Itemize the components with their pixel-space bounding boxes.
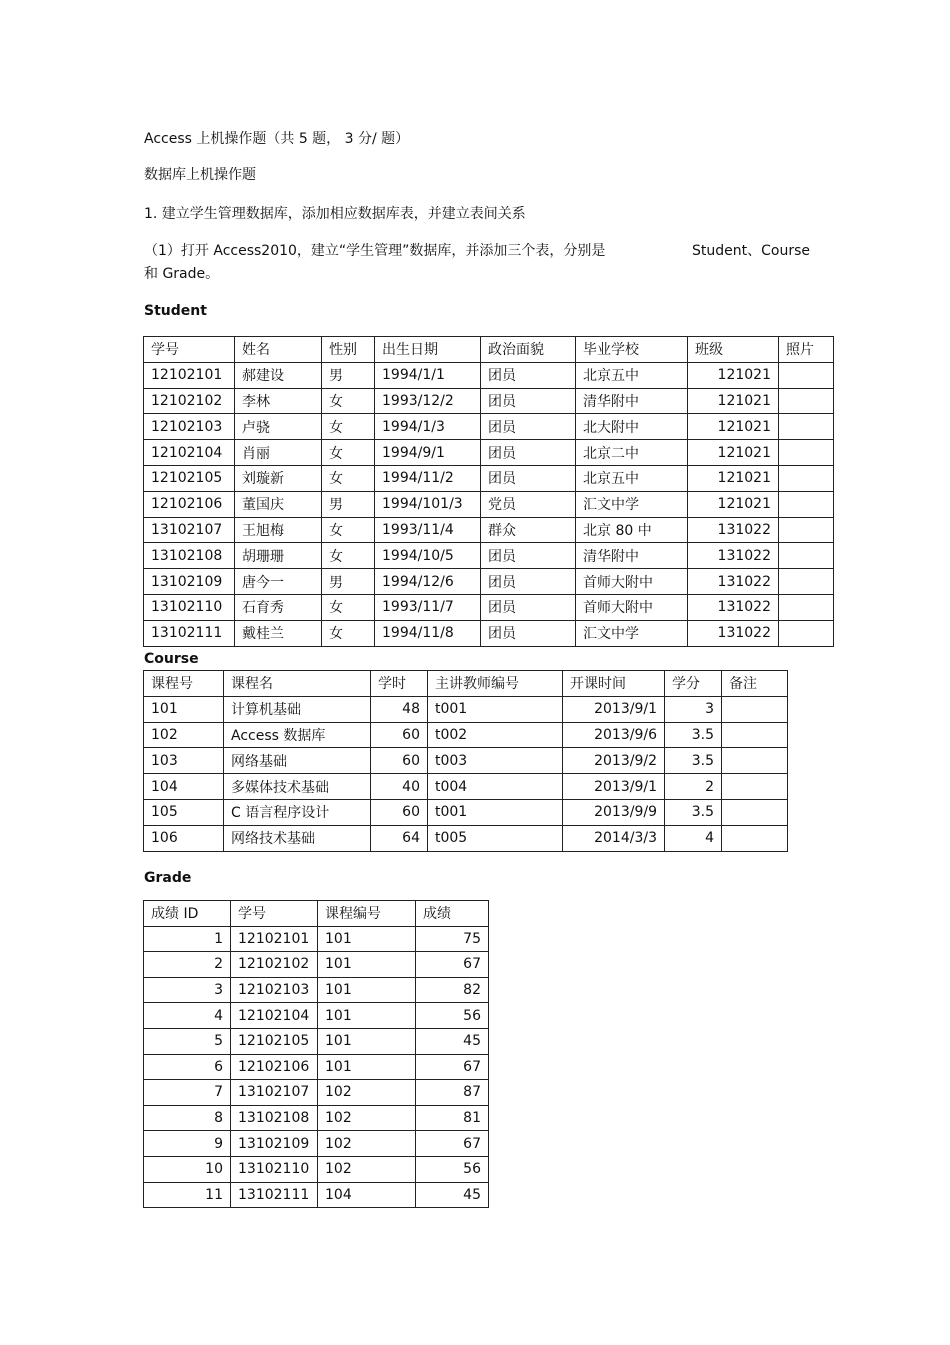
student-cell: 首师大附中 <box>576 594 688 620</box>
course-cell: 3.5 <box>665 722 722 748</box>
student-cell: 女 <box>322 620 375 646</box>
student-cell: 清华附中 <box>576 388 688 414</box>
grade-cell: 45 <box>416 1028 489 1054</box>
grade-cell: 10 <box>144 1156 231 1182</box>
student-cell: 131022 <box>688 594 779 620</box>
course-cell: 2014/3/3 <box>563 825 665 851</box>
grade-cell: 67 <box>416 1131 489 1157</box>
student-cell: 汇文中学 <box>576 620 688 646</box>
student-cell: 1994/9/1 <box>375 440 481 466</box>
grade-cell: 13102111 <box>231 1182 318 1208</box>
table-row <box>144 1054 489 1080</box>
grade-cell: 82 <box>416 977 489 1003</box>
grade-cell: 1 <box>144 926 231 952</box>
student-cell: 121021 <box>688 362 779 388</box>
table-row <box>144 1182 489 1208</box>
student-header-cell: 学号 <box>144 337 235 363</box>
course-cell: 60 <box>371 722 428 748</box>
grade-header-row <box>144 901 489 927</box>
document-subtitle: 数据库上机操作题 <box>144 167 256 183</box>
grade-cell: 81 <box>416 1105 489 1131</box>
table-row <box>144 1028 489 1054</box>
grade-cell: 13102108 <box>231 1105 318 1131</box>
student-cell: 13102107 <box>144 517 235 543</box>
grade-cell: 9 <box>144 1131 231 1157</box>
student-cell <box>779 362 834 388</box>
grade-cell: 13102110 <box>231 1156 318 1182</box>
course-cell: t001 <box>428 696 563 722</box>
grade-cell: 56 <box>416 1156 489 1182</box>
course-cell: 60 <box>371 748 428 774</box>
course-cell: 3.5 <box>665 748 722 774</box>
grade-cell: 12102104 <box>231 1003 318 1029</box>
table-row <box>144 569 834 595</box>
grade-cell: 4 <box>144 1003 231 1029</box>
grade-cell: 75 <box>416 926 489 952</box>
course-cell: 2013/9/2 <box>563 748 665 774</box>
student-cell: 男 <box>322 491 375 517</box>
student-cell <box>779 440 834 466</box>
student-cell: 北京二中 <box>576 440 688 466</box>
grade-table <box>143 900 489 1208</box>
course-cell: 2013/9/1 <box>563 774 665 800</box>
student-cell: 男 <box>322 362 375 388</box>
student-cell <box>779 620 834 646</box>
course-cell: 3.5 <box>665 799 722 825</box>
student-cell: 1993/11/4 <box>375 517 481 543</box>
course-cell <box>722 799 788 825</box>
grade-cell: 67 <box>416 1054 489 1080</box>
student-cell: 团员 <box>481 569 576 595</box>
student-cell: 团员 <box>481 543 576 569</box>
table-row <box>144 825 788 851</box>
course-cell: Access 数据库 <box>224 722 371 748</box>
student-cell: 团员 <box>481 388 576 414</box>
student-cell: 清华附中 <box>576 543 688 569</box>
course-cell: 2013/9/9 <box>563 799 665 825</box>
course-cell: t005 <box>428 825 563 851</box>
student-cell: 13102111 <box>144 620 235 646</box>
question-1: 1. 建立学生管理数据库，添加相应数据库表，并建立表间关系 <box>144 206 526 222</box>
student-cell: 1994/101/3 <box>375 491 481 517</box>
student-cell: 121021 <box>688 440 779 466</box>
student-cell <box>779 517 834 543</box>
grade-cell: 56 <box>416 1003 489 1029</box>
grade-table-body <box>144 901 489 1208</box>
student-cell: 12102101 <box>144 362 235 388</box>
student-cell <box>779 465 834 491</box>
grade-cell: 101 <box>318 977 416 1003</box>
grade-cell: 8 <box>144 1105 231 1131</box>
table-row <box>144 362 834 388</box>
student-cell: 团员 <box>481 465 576 491</box>
grade-cell: 12102105 <box>231 1028 318 1054</box>
course-table <box>143 670 788 852</box>
table-row <box>144 722 788 748</box>
student-cell: 131022 <box>688 569 779 595</box>
grade-cell: 12102101 <box>231 926 318 952</box>
table-row <box>144 594 834 620</box>
table-row <box>144 517 834 543</box>
student-cell: 女 <box>322 594 375 620</box>
table-row <box>144 799 788 825</box>
course-cell: 多媒体技术基础 <box>224 774 371 800</box>
course-header-cell: 课程名 <box>224 671 371 697</box>
grade-cell: 104 <box>318 1182 416 1208</box>
grade-cell: 67 <box>416 952 489 978</box>
student-cell: 刘璇新 <box>235 465 322 491</box>
table-row <box>144 1003 489 1029</box>
grade-cell: 87 <box>416 1080 489 1106</box>
grade-cell: 5 <box>144 1028 231 1054</box>
grade-cell: 13102109 <box>231 1131 318 1157</box>
table-row <box>144 774 788 800</box>
course-header-row <box>144 671 788 697</box>
grade-cell: 6 <box>144 1054 231 1080</box>
student-cell: 群众 <box>481 517 576 543</box>
course-cell: 2013/9/1 <box>563 696 665 722</box>
student-cell: 王旭梅 <box>235 517 322 543</box>
student-cell: 1993/12/2 <box>375 388 481 414</box>
student-cell: 北京五中 <box>576 362 688 388</box>
grade-cell: 45 <box>416 1182 489 1208</box>
student-table-body <box>144 337 834 647</box>
student-cell: 董国庆 <box>235 491 322 517</box>
course-cell: 4 <box>665 825 722 851</box>
question-1-sub-line-2: 和 Grade。 <box>144 266 220 282</box>
course-cell: 102 <box>144 722 224 748</box>
table-row <box>144 952 489 978</box>
student-cell: 12102103 <box>144 414 235 440</box>
course-header-cell: 开课时间 <box>563 671 665 697</box>
table-row <box>144 414 834 440</box>
student-cell: 1994/1/3 <box>375 414 481 440</box>
student-cell: 团员 <box>481 594 576 620</box>
student-cell: 1993/11/7 <box>375 594 481 620</box>
grade-cell: 11 <box>144 1182 231 1208</box>
student-cell: 13102110 <box>144 594 235 620</box>
course-cell <box>722 696 788 722</box>
student-header-cell: 班级 <box>688 337 779 363</box>
student-cell: 女 <box>322 517 375 543</box>
grade-cell: 12102106 <box>231 1054 318 1080</box>
student-cell <box>779 414 834 440</box>
grade-header-cell: 课程编号 <box>318 901 416 927</box>
table-row <box>144 1105 489 1131</box>
grade-cell: 13102107 <box>231 1080 318 1106</box>
course-cell: 网络基础 <box>224 748 371 774</box>
student-cell: 团员 <box>481 440 576 466</box>
student-cell: 李林 <box>235 388 322 414</box>
course-cell <box>722 748 788 774</box>
table-row <box>144 491 834 517</box>
student-cell: 12102105 <box>144 465 235 491</box>
table-row <box>144 388 834 414</box>
student-cell: 北京 80 中 <box>576 517 688 543</box>
grade-cell: 102 <box>318 1080 416 1106</box>
student-cell: 女 <box>322 440 375 466</box>
grade-cell: 102 <box>318 1105 416 1131</box>
student-cell: 郝建设 <box>235 362 322 388</box>
table-row <box>144 620 834 646</box>
course-cell: 3 <box>665 696 722 722</box>
student-cell: 1994/10/5 <box>375 543 481 569</box>
course-header-cell: 主讲教师编号 <box>428 671 563 697</box>
student-cell: 唐今一 <box>235 569 322 595</box>
course-cell: 101 <box>144 696 224 722</box>
student-cell: 男 <box>322 569 375 595</box>
grade-cell: 2 <box>144 952 231 978</box>
student-header-row <box>144 337 834 363</box>
table-row <box>144 1156 489 1182</box>
table-row <box>144 465 834 491</box>
course-cell: 60 <box>371 799 428 825</box>
student-cell: 女 <box>322 465 375 491</box>
student-heading: Student <box>144 303 207 319</box>
grade-header-cell: 成绩 ID <box>144 901 231 927</box>
table-row <box>144 440 834 466</box>
course-heading: Course <box>144 651 199 667</box>
student-cell: 12102106 <box>144 491 235 517</box>
student-cell: 北大附中 <box>576 414 688 440</box>
grade-cell: 101 <box>318 1003 416 1029</box>
student-cell: 121021 <box>688 388 779 414</box>
grade-cell: 101 <box>318 952 416 978</box>
course-cell <box>722 825 788 851</box>
table-row <box>144 748 788 774</box>
student-header-cell: 姓名 <box>235 337 322 363</box>
course-table-body <box>144 671 788 852</box>
student-cell: 1994/12/6 <box>375 569 481 595</box>
student-cell <box>779 491 834 517</box>
student-cell: 13102108 <box>144 543 235 569</box>
course-header-cell: 课程号 <box>144 671 224 697</box>
course-cell: 106 <box>144 825 224 851</box>
student-header-cell: 照片 <box>779 337 834 363</box>
course-cell: t001 <box>428 799 563 825</box>
student-cell: 女 <box>322 388 375 414</box>
student-header-cell: 出生日期 <box>375 337 481 363</box>
course-cell: 计算机基础 <box>224 696 371 722</box>
course-header-cell: 学分 <box>665 671 722 697</box>
course-cell: 2 <box>665 774 722 800</box>
question-1-sub-part-a: （1）打开 Access2010，建立“学生管理”数据库，并添加三个表，分别是 <box>144 243 606 259</box>
course-cell: 105 <box>144 799 224 825</box>
table-row <box>144 926 489 952</box>
course-cell: 104 <box>144 774 224 800</box>
student-cell: 团员 <box>481 620 576 646</box>
student-cell: 121021 <box>688 414 779 440</box>
student-cell <box>779 388 834 414</box>
student-cell: 北京五中 <box>576 465 688 491</box>
student-cell: 汇文中学 <box>576 491 688 517</box>
question-1-sub-part-b: Student、Course <box>692 243 810 259</box>
grade-cell: 12102103 <box>231 977 318 1003</box>
course-cell: 网络技术基础 <box>224 825 371 851</box>
student-cell: 团员 <box>481 362 576 388</box>
course-cell: t003 <box>428 748 563 774</box>
student-cell: 女 <box>322 414 375 440</box>
student-cell: 肖丽 <box>235 440 322 466</box>
student-cell: 121021 <box>688 491 779 517</box>
grade-cell: 12102102 <box>231 952 318 978</box>
course-cell <box>722 774 788 800</box>
course-cell: 2013/9/6 <box>563 722 665 748</box>
student-header-cell: 性别 <box>322 337 375 363</box>
student-cell: 12102104 <box>144 440 235 466</box>
student-cell: 131022 <box>688 543 779 569</box>
student-cell <box>779 594 834 620</box>
table-row <box>144 1131 489 1157</box>
course-cell: 48 <box>371 696 428 722</box>
student-cell: 121021 <box>688 465 779 491</box>
grade-cell: 101 <box>318 1028 416 1054</box>
document-title: Access 上机操作题（共 5 题， 3 分/ 题） <box>144 131 410 147</box>
student-cell: 卢骁 <box>235 414 322 440</box>
student-cell: 1994/1/1 <box>375 362 481 388</box>
course-cell: 103 <box>144 748 224 774</box>
grade-header-cell: 成绩 <box>416 901 489 927</box>
student-cell <box>779 543 834 569</box>
student-cell: 131022 <box>688 620 779 646</box>
grade-cell: 101 <box>318 1054 416 1080</box>
table-row <box>144 543 834 569</box>
student-cell: 12102102 <box>144 388 235 414</box>
student-cell: 党员 <box>481 491 576 517</box>
student-header-cell: 毕业学校 <box>576 337 688 363</box>
grade-cell: 102 <box>318 1131 416 1157</box>
student-table <box>143 336 834 647</box>
grade-header-cell: 学号 <box>231 901 318 927</box>
student-cell: 131022 <box>688 517 779 543</box>
grade-heading: Grade <box>144 870 192 886</box>
course-cell: t004 <box>428 774 563 800</box>
course-cell: 64 <box>371 825 428 851</box>
table-row <box>144 1080 489 1106</box>
table-row <box>144 696 788 722</box>
student-cell: 团员 <box>481 414 576 440</box>
course-cell <box>722 722 788 748</box>
student-header-cell: 政治面貌 <box>481 337 576 363</box>
student-cell: 13102109 <box>144 569 235 595</box>
course-cell: t002 <box>428 722 563 748</box>
grade-cell: 101 <box>318 926 416 952</box>
grade-cell: 3 <box>144 977 231 1003</box>
course-cell: C 语言程序设计 <box>224 799 371 825</box>
student-cell: 1994/11/2 <box>375 465 481 491</box>
student-cell <box>779 569 834 595</box>
table-row <box>144 977 489 1003</box>
course-cell: 40 <box>371 774 428 800</box>
student-cell: 石育秀 <box>235 594 322 620</box>
course-header-cell: 备注 <box>722 671 788 697</box>
student-cell: 戴桂兰 <box>235 620 322 646</box>
student-cell: 首师大附中 <box>576 569 688 595</box>
student-cell: 胡珊珊 <box>235 543 322 569</box>
student-cell: 女 <box>322 543 375 569</box>
grade-cell: 102 <box>318 1156 416 1182</box>
grade-cell: 7 <box>144 1080 231 1106</box>
course-header-cell: 学时 <box>371 671 428 697</box>
student-cell: 1994/11/8 <box>375 620 481 646</box>
